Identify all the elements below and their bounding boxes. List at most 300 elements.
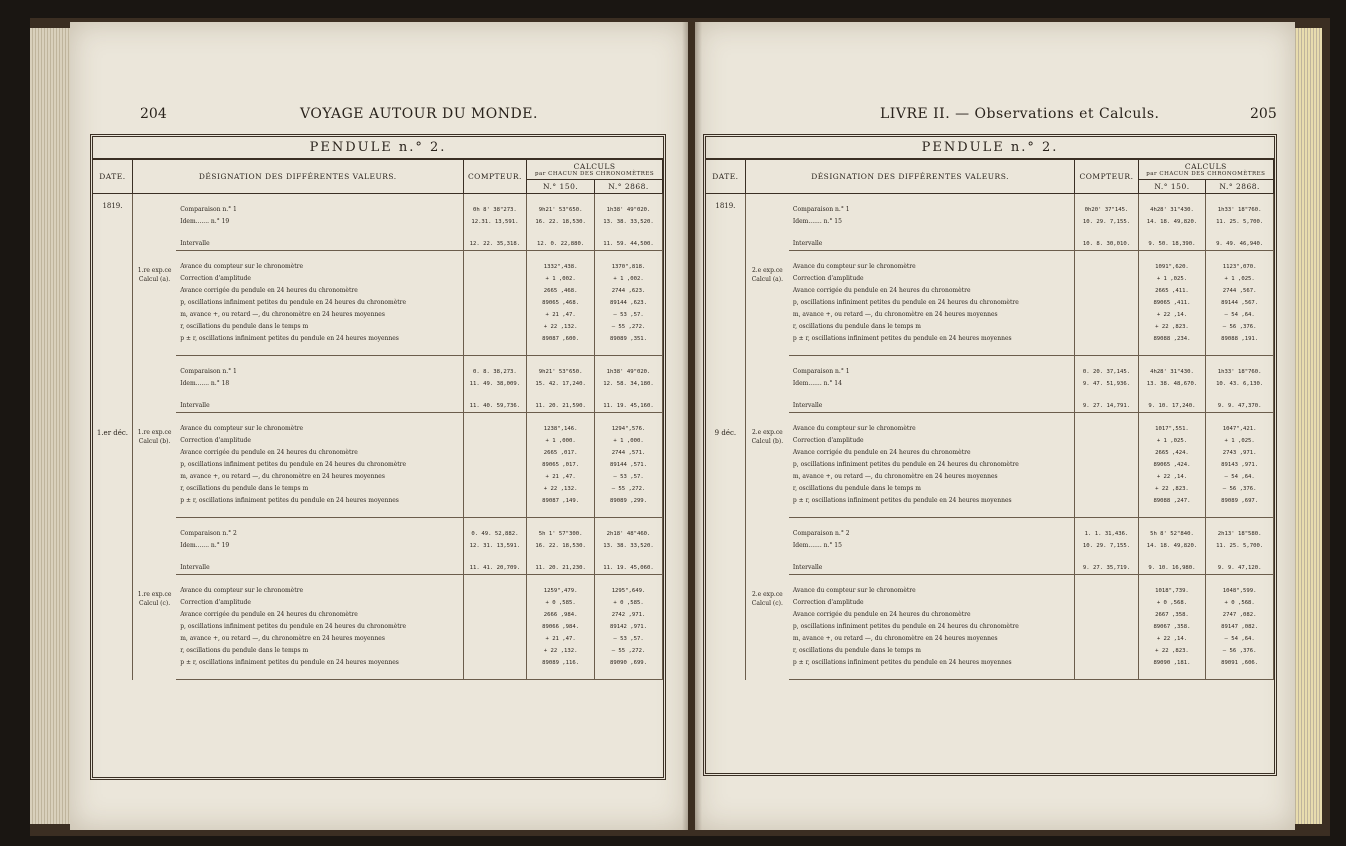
chrono-150-cell: + 21 ,47.	[527, 309, 595, 321]
blank-cell	[463, 194, 527, 205]
calc-row	[93, 471, 663, 483]
intervalle-row	[706, 238, 1274, 251]
calc-row	[706, 297, 1274, 309]
chrono-2868-cell: 2743 ,971.	[1206, 447, 1274, 459]
blank-cell	[176, 228, 463, 238]
blank-cell	[595, 345, 663, 356]
year: 1819.	[715, 202, 736, 210]
chrono-150-cell: 16. 22. 18,530.	[527, 216, 595, 228]
blank-cell	[595, 518, 663, 529]
compteur-cell	[1075, 495, 1138, 507]
blank-cell	[1206, 390, 1274, 400]
compteur-cell	[463, 285, 527, 297]
designation-cell: Idem....... n.° 18	[176, 378, 463, 390]
chrono-2868-cell: 89089 ,697.	[1206, 495, 1274, 507]
comparison-row	[93, 528, 663, 540]
blank-cell	[1206, 356, 1274, 367]
chrono-2868-cell: 89147 ,082.	[1206, 621, 1274, 633]
spacer-row	[706, 251, 1274, 262]
chrono-150-cell: 1091",620.	[1138, 261, 1206, 273]
compteur-cell: 12. 22. 35,318.	[463, 238, 527, 251]
designation-cell: Idem....... n.° 19	[176, 216, 463, 228]
compteur-cell: 0. 49. 52,882.	[463, 528, 527, 540]
calc-row	[706, 285, 1274, 297]
chrono-150-cell: 89066 ,984.	[527, 621, 595, 633]
chrono-2868-cell: — 53 ,57.	[595, 471, 663, 483]
spacer-row	[93, 390, 663, 400]
chrono-150-cell: + 22 ,14.	[1138, 633, 1206, 645]
date-cell	[93, 194, 132, 680]
calc-row	[93, 621, 663, 633]
compteur-cell: 10. 29. 7,155.	[1075, 540, 1138, 552]
chrono-2868-cell: — 56 ,376.	[1206, 321, 1274, 333]
chrono-150-cell: 15. 42. 17,240.	[527, 378, 595, 390]
blank-cell	[1206, 575, 1274, 586]
chrono-150-cell: 9. 10. 17,240.	[1138, 400, 1206, 413]
designation-cell: r, oscillations du pendule dans le temps m	[789, 645, 1075, 657]
intervalle-row	[93, 400, 663, 413]
compteur-cell: 11. 49. 38,009.	[463, 378, 527, 390]
chrono-150-cell: 2666 ,984.	[527, 609, 595, 621]
spacer-row	[706, 390, 1274, 400]
intervalle-row	[93, 562, 663, 575]
blank-cell	[527, 669, 595, 680]
blank-cell	[176, 552, 463, 562]
header-chrono-150: N.° 150.	[527, 180, 595, 194]
blank-cell	[1206, 518, 1274, 529]
chrono-150-cell: 4h28' 31"430.	[1138, 366, 1206, 378]
chrono-2868-cell: — 54 ,64.	[1206, 471, 1274, 483]
blank-cell	[789, 251, 1075, 262]
header-date: DATE.	[706, 160, 745, 194]
blank-cell	[789, 552, 1075, 562]
compteur-cell: 12.31. 13,591.	[463, 216, 527, 228]
blank-cell	[527, 575, 595, 586]
calc-row	[93, 495, 663, 507]
compteur-cell	[463, 447, 527, 459]
chrono-2868-cell: 11. 25. 5,700.	[1206, 216, 1274, 228]
chrono-150-cell: 1017",551.	[1138, 423, 1206, 435]
blank-cell	[1138, 552, 1206, 562]
compteur-cell	[1075, 633, 1138, 645]
comparison-row	[706, 204, 1274, 216]
chrono-2868-cell: 89144 ,571.	[595, 459, 663, 471]
calc-row	[93, 333, 663, 345]
blank-cell	[176, 194, 463, 205]
chrono-150-cell: + 1 ,000.	[527, 435, 595, 447]
compteur-cell: 12. 31. 13,591.	[463, 540, 527, 552]
chrono-2868-cell: — 55 ,272.	[595, 321, 663, 333]
compteur-cell: 1. 1. 31,436.	[1075, 528, 1138, 540]
date-label: 9 déc.	[714, 429, 737, 437]
calc-row	[93, 447, 663, 459]
compteur-cell	[463, 645, 527, 657]
designation-cell: Avance du compteur sur le chronomètre	[789, 423, 1075, 435]
designation-cell: m, avance +, ou retard —, du chronomètre en 24 heures moyennes	[789, 471, 1075, 483]
spacer-row	[706, 194, 1274, 205]
spacer-row	[93, 228, 663, 238]
chrono-150-cell: 2665 ,411.	[1138, 285, 1206, 297]
calc-row	[706, 483, 1274, 495]
chrono-2868-cell: 89088 ,191.	[1206, 333, 1274, 345]
chrono-2868-cell: — 53 ,57.	[595, 309, 663, 321]
year: 1819.	[102, 202, 123, 210]
blank-cell	[176, 345, 463, 356]
compteur-cell	[463, 309, 527, 321]
designation-cell: Correction d'amplitude	[176, 435, 463, 447]
chrono-2868-cell: 2h18' 48"460.	[595, 528, 663, 540]
designation-cell: Comparaison n.° 2	[789, 528, 1075, 540]
table-title: PENDULE n.° 2.	[93, 137, 663, 160]
blank-cell	[1075, 669, 1138, 680]
compteur-cell	[1075, 645, 1138, 657]
chrono-150-cell: + 0 ,568.	[1138, 597, 1206, 609]
blank-cell	[789, 518, 1075, 529]
calc-row	[706, 447, 1274, 459]
header-calculs-title: CALCULS	[1184, 162, 1227, 171]
chrono-2868-cell: 89089 ,299.	[595, 495, 663, 507]
compteur-cell	[1075, 447, 1138, 459]
header-calculs-sub: par CHACUN DES CHRONOMÈTRES	[534, 171, 655, 177]
compteur-cell	[1075, 609, 1138, 621]
chrono-2868-cell: + 0 ,585.	[595, 597, 663, 609]
chrono-150-cell: + 22 ,14.	[1138, 471, 1206, 483]
chrono-2868-cell: 89144 ,567.	[1206, 297, 1274, 309]
blank-cell	[176, 356, 463, 367]
experiment-label: 1.re exp.ce Calcul (a).	[137, 266, 172, 283]
chrono-150-cell: 89067 ,358.	[1138, 621, 1206, 633]
chrono-2868-cell: 1047",421.	[1206, 423, 1274, 435]
blank-cell	[789, 345, 1075, 356]
blank-cell	[789, 228, 1075, 238]
designation-cell: r, oscillations du pendule dans le temps m	[176, 321, 463, 333]
header-calculs-sub: par CHACUN DES CHRONOMÈTRES	[1146, 171, 1266, 177]
compteur-cell	[463, 435, 527, 447]
header-compteur: COMPTEUR.	[463, 160, 527, 194]
blank-cell	[1206, 507, 1274, 518]
chrono-2868-cell: 10. 43. 6,130.	[1206, 378, 1274, 390]
chrono-150-cell: + 1 ,025.	[1138, 435, 1206, 447]
designation-cell: Intervalle	[789, 400, 1075, 413]
blank-cell	[1075, 413, 1138, 424]
designation-cell: p, oscillations infiniment petites du pendule en 24 heures du chronomètre	[176, 621, 463, 633]
blank-cell	[463, 518, 527, 529]
chrono-2868-cell: 89142 ,971.	[595, 621, 663, 633]
chrono-150-cell: 9. 50. 18,390.	[1138, 238, 1206, 251]
calc-row	[93, 609, 663, 621]
page-edges-left	[30, 28, 70, 824]
designation-cell: p ± r, oscillations infiniment petites du pendule en 24 heures moyennes	[789, 333, 1075, 345]
chrono-150-cell: + 22 ,823.	[1138, 483, 1206, 495]
blank-cell	[1075, 356, 1138, 367]
chrono-150-cell: + 1 ,025.	[1138, 273, 1206, 285]
chrono-2868-cell: 13. 38. 33,520.	[595, 216, 663, 228]
header-chrono-2868: N.° 2868.	[1206, 180, 1274, 194]
compteur-cell	[463, 621, 527, 633]
chrono-150-cell: + 21 ,47.	[527, 633, 595, 645]
chrono-2868-cell: — 55 ,272.	[595, 645, 663, 657]
designation-cell: Avance corrigée du pendule en 24 heures du chronomètre	[176, 285, 463, 297]
chrono-150-cell: 11. 20. 21,590.	[527, 400, 595, 413]
header-calculs	[527, 160, 663, 180]
header-calculs	[1138, 160, 1273, 180]
chrono-150-cell: 1238",146.	[527, 423, 595, 435]
blank-cell	[1206, 228, 1274, 238]
calc-row	[93, 423, 663, 435]
calc-row	[93, 597, 663, 609]
blank-cell	[1138, 669, 1206, 680]
blank-cell	[1206, 251, 1274, 262]
blank-cell	[789, 413, 1075, 424]
calc-row	[706, 495, 1274, 507]
chrono-2868-cell: 9. 49. 46,940.	[1206, 238, 1274, 251]
blank-cell	[527, 390, 595, 400]
designation-cell: Correction d'amplitude	[176, 597, 463, 609]
compteur-cell	[1075, 297, 1138, 309]
calc-row	[706, 609, 1274, 621]
blank-cell	[595, 669, 663, 680]
calc-row	[93, 261, 663, 273]
calc-row	[93, 321, 663, 333]
blank-cell	[789, 356, 1075, 367]
spacer-row	[706, 552, 1274, 562]
designation-cell: m, avance +, ou retard —, du chronomètre en 24 heures moyennes	[176, 309, 463, 321]
blank-cell	[1075, 228, 1138, 238]
pendulum-table	[90, 134, 666, 780]
spacer-row	[706, 518, 1274, 529]
spacer-row	[93, 356, 663, 367]
blank-cell	[1075, 575, 1138, 586]
spacer-row	[706, 228, 1274, 238]
intervalle-row	[706, 400, 1274, 413]
chrono-2868-cell: 9. 9. 47,120.	[1206, 562, 1274, 575]
blank-cell	[176, 575, 463, 586]
blank-cell	[1138, 194, 1206, 205]
chrono-150-cell: + 22 ,823.	[1138, 645, 1206, 657]
compteur-cell	[1075, 585, 1138, 597]
chrono-2868-cell: — 54 ,64.	[1206, 309, 1274, 321]
compteur-cell	[463, 297, 527, 309]
calc-row	[706, 321, 1274, 333]
blank-cell	[463, 345, 527, 356]
blank-cell	[463, 251, 527, 262]
pendulum-table	[703, 134, 1277, 776]
blank-cell	[1075, 251, 1138, 262]
chrono-150-cell: 12. 0. 22,880.	[527, 238, 595, 251]
page-number: 204	[140, 106, 167, 122]
header-chrono-2868: N.° 2868.	[595, 180, 663, 194]
running-head: VOYAGE AUTOUR DU MONDE.	[300, 106, 538, 122]
designation-cell: Intervalle	[176, 562, 463, 575]
running-head: LIVRE II. — Observations et Calculs.	[880, 106, 1160, 122]
blank-cell	[176, 390, 463, 400]
compteur-cell	[463, 609, 527, 621]
compteur-cell	[463, 585, 527, 597]
designation-cell: m, avance +, ou retard —, du chronomètre en 24 heures moyennes	[176, 633, 463, 645]
blank-cell	[1138, 575, 1206, 586]
chrono-150-cell: + 22 ,132.	[527, 645, 595, 657]
designation-cell: Comparaison n.° 2	[176, 528, 463, 540]
chrono-150-cell: 1332",438.	[527, 261, 595, 273]
compteur-cell	[1075, 309, 1138, 321]
comparison-row	[93, 216, 663, 228]
chrono-150-cell: 89089 ,116.	[527, 657, 595, 669]
intervalle-row	[93, 238, 663, 251]
compteur-cell	[1075, 459, 1138, 471]
blank-cell	[789, 507, 1075, 518]
designation-cell: r, oscillations du pendule dans le temps m	[789, 321, 1075, 333]
chrono-150-cell: + 21 ,47.	[527, 471, 595, 483]
compteur-cell	[463, 633, 527, 645]
blank-cell	[463, 356, 527, 367]
calc-row	[706, 633, 1274, 645]
compteur-cell	[463, 459, 527, 471]
compteur-cell: 0h20' 37"145.	[1075, 204, 1138, 216]
blank-cell	[595, 390, 663, 400]
blank-cell	[463, 552, 527, 562]
header-chrono-150: N.° 150.	[1138, 180, 1206, 194]
designation-cell: Correction d'amplitude	[789, 273, 1075, 285]
chrono-2868-cell: 11. 25. 5,700.	[1206, 540, 1274, 552]
calc-row	[706, 309, 1274, 321]
chrono-150-cell: 1259",479.	[527, 585, 595, 597]
spacer-row	[706, 356, 1274, 367]
blank-cell	[463, 575, 527, 586]
chrono-150-cell: + 0 ,585.	[527, 597, 595, 609]
experiment-label: 2.e exp.ce Calcul (c).	[751, 590, 783, 607]
chrono-150-cell: 89088 ,247.	[1138, 495, 1206, 507]
page-number: 205	[1250, 106, 1277, 122]
designation-cell: Comparaison n.° 1	[789, 204, 1075, 216]
experiment-label: 2.e exp.ce Calcul (a).	[751, 266, 783, 283]
calc-row	[706, 261, 1274, 273]
calc-row	[706, 657, 1274, 669]
chrono-150-cell: + 22 ,132.	[527, 483, 595, 495]
blank-cell	[1206, 552, 1274, 562]
compteur-cell: 9. 47. 51,936.	[1075, 378, 1138, 390]
designation-cell: p ± r, oscillations infiniment petites du pendule en 24 heures moyennes	[789, 495, 1075, 507]
calc-row	[93, 309, 663, 321]
chrono-2868-cell: 2744 ,567.	[1206, 285, 1274, 297]
chrono-2868-cell: 13. 38. 33,520.	[595, 540, 663, 552]
designation-cell: p ± r, oscillations infiniment petites du pendule en 24 heures moyennes	[176, 495, 463, 507]
compteur-cell	[1075, 435, 1138, 447]
compteur-cell	[1075, 285, 1138, 297]
calc-row	[706, 471, 1274, 483]
comparison-row	[706, 528, 1274, 540]
designation-cell: r, oscillations du pendule dans le temps m	[176, 483, 463, 495]
blank-cell	[595, 507, 663, 518]
date-label: 1.er déc.	[96, 429, 129, 437]
blank-cell	[463, 507, 527, 518]
designation-cell: p ± r, oscillations infiniment petites du pendule en 24 heures moyennes	[176, 657, 463, 669]
calc-row	[706, 333, 1274, 345]
designation-cell: Intervalle	[176, 238, 463, 251]
calc-row	[93, 273, 663, 285]
designation-cell: Correction d'amplitude	[176, 273, 463, 285]
designation-cell: Intervalle	[789, 238, 1075, 251]
designation-cell: Correction d'amplitude	[789, 435, 1075, 447]
chrono-150-cell: 9h21' 53"650.	[527, 204, 595, 216]
compteur-cell	[1075, 597, 1138, 609]
comparison-row	[706, 540, 1274, 552]
blank-cell	[595, 413, 663, 424]
designation-cell: Avance corrigée du pendule en 24 heures du chronomètre	[789, 609, 1075, 621]
blank-cell	[595, 356, 663, 367]
comparison-row	[93, 366, 663, 378]
blank-cell	[1075, 507, 1138, 518]
designation-cell: Comparaison n.° 1	[176, 204, 463, 216]
spacer-row	[93, 507, 663, 518]
chrono-2868-cell: + 1 ,025.	[1206, 435, 1274, 447]
book-gutter	[682, 22, 702, 830]
designation-cell: Avance corrigée du pendule en 24 heures du chronomètre	[789, 285, 1075, 297]
chrono-150-cell: 16. 22. 18,530.	[527, 540, 595, 552]
designation-cell: Avance du compteur sur le chronomètre	[789, 585, 1075, 597]
compteur-cell: 0. 8. 38,273.	[463, 366, 527, 378]
chrono-2868-cell: 1370",818.	[595, 261, 663, 273]
chrono-2868-cell: 2744 ,571.	[595, 447, 663, 459]
designation-cell: p, oscillations infiniment petites du pendule en 24 heures du chronomètre	[789, 297, 1075, 309]
compteur-cell	[463, 483, 527, 495]
calc-row	[93, 285, 663, 297]
designation-cell: Idem....... n.° 19	[176, 540, 463, 552]
header-date: DATE.	[93, 160, 132, 194]
chrono-150-cell: 13. 38. 48,670.	[1138, 378, 1206, 390]
chrono-150-cell: 89090 ,181.	[1138, 657, 1206, 669]
spacer-row	[93, 575, 663, 586]
spacer-row	[93, 194, 663, 205]
header-designation: DÉSIGNATION DES DIFFÉRENTES VALEURS.	[745, 160, 1075, 194]
chrono-2868-cell: 11. 19. 45,060.	[595, 562, 663, 575]
chrono-2868-cell: 1294",576.	[595, 423, 663, 435]
designation-cell: Avance du compteur sur le chronomètre	[789, 261, 1075, 273]
chrono-150-cell: 89065 ,468.	[527, 297, 595, 309]
header-calculs-title: CALCULS	[573, 162, 616, 171]
spacer-row	[93, 552, 663, 562]
compteur-cell	[1075, 273, 1138, 285]
chrono-2868-cell: 89089 ,351.	[595, 333, 663, 345]
chrono-150-cell: 14. 18. 49,820.	[1138, 540, 1206, 552]
chrono-2868-cell: 89143 ,971.	[1206, 459, 1274, 471]
chrono-2868-cell: 12. 58. 34,180.	[595, 378, 663, 390]
chrono-2868-cell: + 1 ,025.	[1206, 273, 1274, 285]
chrono-2868-cell: + 0 ,568.	[1206, 597, 1274, 609]
compteur-cell: 10. 8. 30,010.	[1075, 238, 1138, 251]
compteur-cell	[463, 597, 527, 609]
chrono-150-cell: 89065 ,411.	[1138, 297, 1206, 309]
chrono-150-cell: 2665 ,017.	[527, 447, 595, 459]
blank-cell	[1138, 345, 1206, 356]
chrono-2868-cell: 2742 ,971.	[595, 609, 663, 621]
blank-cell	[1138, 356, 1206, 367]
blank-cell	[1206, 669, 1274, 680]
blank-cell	[176, 251, 463, 262]
designation-cell: p ± r, oscillations infiniment petites du pendule en 24 heures moyennes	[789, 657, 1075, 669]
comparison-row	[93, 540, 663, 552]
blank-cell	[463, 669, 527, 680]
chrono-2868-cell: 1048",599.	[1206, 585, 1274, 597]
designation-cell: Correction d'amplitude	[789, 597, 1075, 609]
chrono-2868-cell: 89144 ,623.	[595, 297, 663, 309]
blank-cell	[1206, 194, 1274, 205]
compteur-cell	[463, 423, 527, 435]
spacer-row	[93, 669, 663, 680]
chrono-2868-cell: — 56 ,376.	[1206, 645, 1274, 657]
blank-cell	[595, 251, 663, 262]
calc-row	[93, 657, 663, 669]
chrono-2868-cell: 1123",070.	[1206, 261, 1274, 273]
